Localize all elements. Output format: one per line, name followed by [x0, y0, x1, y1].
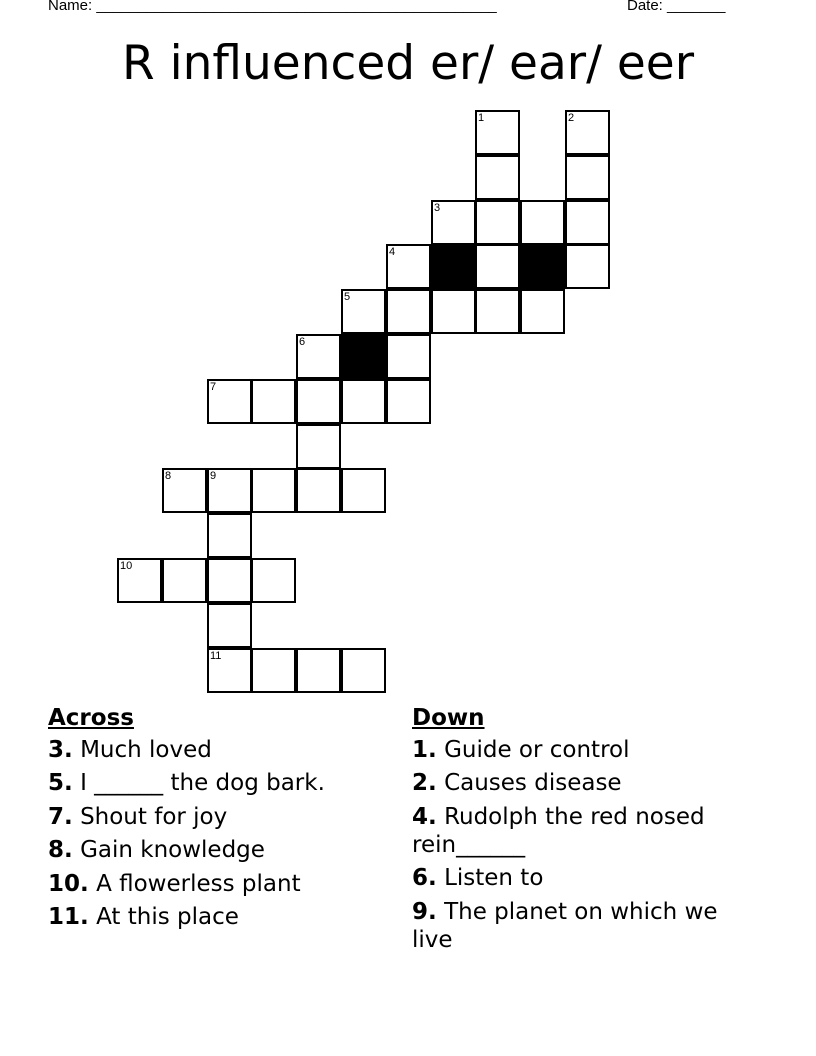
grid-cell[interactable]: [117, 558, 162, 603]
grid-cell[interactable]: [341, 468, 386, 513]
clue-across-8: 8. Gain knowledge: [48, 837, 265, 863]
clue-down-4: 4. Rudolph the red nosed rein______: [412, 803, 705, 858]
clue-across-7: 7. Shout for joy: [48, 803, 228, 830]
grid-cell[interactable]: [565, 200, 610, 245]
grid-cell[interactable]: [207, 648, 252, 693]
page-title: R influenced er/ ear/ eer: [121, 36, 695, 91]
grid-cell[interactable]: [386, 289, 431, 334]
grid-cell[interactable]: [207, 379, 252, 424]
grid-cell[interactable]: [520, 200, 565, 245]
cell-number: 9: [210, 470, 217, 482]
cell-number: 8: [165, 470, 172, 482]
clue-across-10: 10. A flowerless plant: [48, 870, 301, 897]
grid-cell[interactable]: [565, 155, 610, 200]
grid-cell[interactable]: [296, 379, 341, 424]
cell-number: 2: [568, 112, 575, 124]
cell-number: 1: [478, 112, 485, 124]
cell-number: 7: [210, 381, 217, 393]
grid-cell[interactable]: [386, 334, 431, 379]
grid-cell[interactable]: [341, 379, 386, 424]
grid-cell[interactable]: [296, 424, 341, 469]
grid-cell[interactable]: [296, 648, 341, 693]
down-clues: [412, 702, 752, 959]
grid-block: [341, 334, 386, 379]
grid-cell[interactable]: [475, 155, 520, 200]
cell-number: 5: [344, 291, 351, 303]
grid-cell[interactable]: [251, 468, 296, 513]
clue-down-9: 9. The planet on which we live: [412, 898, 718, 953]
grid-cell[interactable]: [475, 244, 520, 289]
grid-cell[interactable]: [341, 648, 386, 693]
clue-across-3: 3. Much loved: [48, 736, 212, 763]
clue-across-5: 5. I ______ the dog bark.: [48, 770, 325, 796]
grid-cell[interactable]: [251, 379, 296, 424]
grid-cell[interactable]: [207, 603, 252, 648]
clue-down-6: 6. Listen to: [412, 865, 544, 891]
grid-cell[interactable]: [475, 110, 520, 155]
header: [48, 0, 748, 17]
grid-block: [431, 244, 476, 289]
grid-cell[interactable]: [386, 379, 431, 424]
cell-number: 10: [120, 560, 133, 572]
across-heading: Across: [48, 705, 134, 731]
grid-cell[interactable]: [251, 558, 296, 603]
cell-number: 4: [389, 246, 396, 258]
grid-cell[interactable]: [431, 289, 476, 334]
clue-across-11: 11. At this place: [48, 904, 239, 930]
grid-cell[interactable]: [251, 648, 296, 693]
grid-cell[interactable]: [207, 558, 252, 603]
grid-cell[interactable]: [475, 289, 520, 334]
down-heading: Down: [412, 705, 485, 731]
clue-down-2: 2. Causes disease: [412, 770, 622, 796]
grid-cell[interactable]: [475, 200, 520, 245]
grid-cell[interactable]: [386, 244, 431, 289]
grid-cell[interactable]: [207, 468, 252, 513]
grid-block: [520, 244, 565, 289]
name-field[interactable]: Name: ________________________________________________: [48, 0, 497, 14]
grid-cell[interactable]: [162, 558, 207, 603]
grid-cell[interactable]: [162, 468, 207, 513]
clue-down-1: 1. Guide or control: [412, 736, 630, 763]
grid-cell[interactable]: [207, 513, 252, 558]
grid-cell[interactable]: [565, 110, 610, 155]
grid-cell[interactable]: [296, 334, 341, 379]
cell-number: 11: [210, 650, 222, 662]
grid-cell[interactable]: [565, 244, 610, 289]
across-clues: [48, 702, 398, 937]
date-field[interactable]: Date: _______: [627, 0, 726, 14]
cell-number: 6: [299, 336, 306, 348]
cell-number: 3: [434, 202, 441, 214]
grid-cell[interactable]: [296, 468, 341, 513]
grid-cell[interactable]: [431, 200, 476, 245]
grid-cell[interactable]: [520, 289, 565, 334]
grid-cell[interactable]: [341, 289, 386, 334]
